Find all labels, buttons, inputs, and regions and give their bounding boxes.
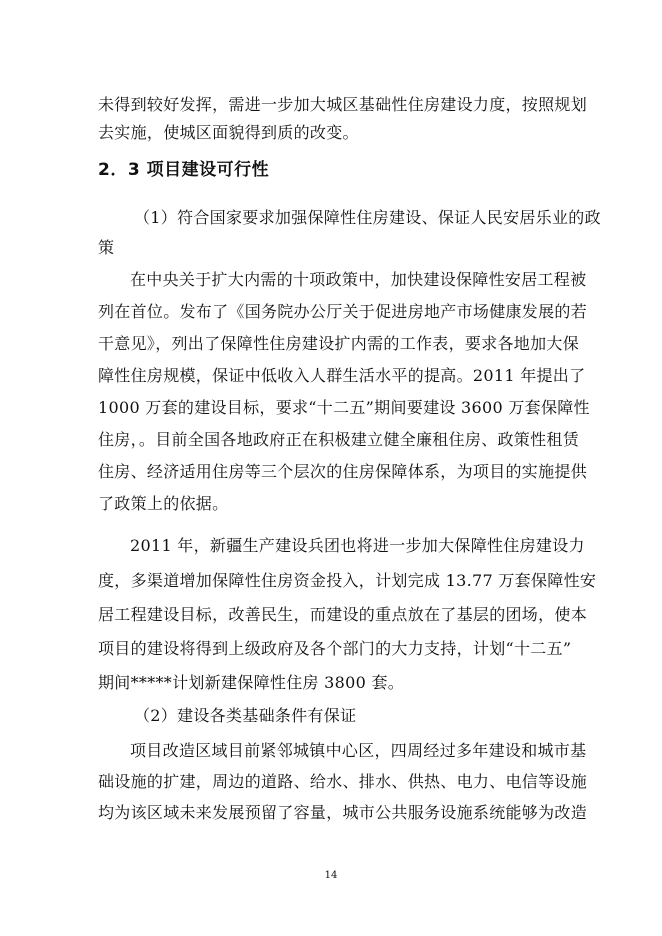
para-1-line-5: 1000 万套的建设目标，要求“十二五”期间要建设 3600 万套保障性 <box>98 398 590 417</box>
subsection-1-heading-line-2: 策 <box>98 238 115 257</box>
para-1-line-7: 住房、经济适用住房等三个层次的住房保障体系，为项目的实施提供 <box>98 462 588 481</box>
subsection-2-heading: （2）建设各类基础条件有保证 <box>134 706 357 725</box>
subsection-1-heading-line-1: （1）符合国家要求加强保障性住房建设、保证人民安居乐业的政 <box>134 208 601 227</box>
para-1-line-6: 住房，。目前全国各地政府正在积极建立健全廉租住房、政策性租赁 <box>98 430 580 449</box>
para-1-line-1: 在中央关于扩大内需的十项政策中，加快建设保障性安居工程被 <box>130 270 587 289</box>
para-2-line-3: 居工程建设目标，改善民生，而建设的重点放在了基层的团场，使本 <box>98 605 588 624</box>
intro-line-2: 去实施，使城区面貌得到质的改变。 <box>98 123 359 142</box>
para-3-line-2: 础设施的扩建，周边的道路、给水、排水、供热、电力、电信等设施 <box>98 772 588 791</box>
para-2-line-4: 项目的建设将得到上级政府及各个部门的大力支持，计划“十二五” <box>98 639 572 658</box>
para-2-line-2: 度，多渠道增加保障性住房资金投入，计划完成 13.77 万套保障性安 <box>98 571 597 590</box>
para-1-line-3: 干意见》，列出了保障性住房建设扩内需的工作表，要求各地加大保 <box>98 334 580 353</box>
section-heading: 2．3 项目建设可行性 <box>98 160 270 180</box>
para-1-line-4: 障性住房规模，保证中低收入人群生活水平的提高。2011 年提出了 <box>98 366 586 385</box>
page-number: 14 <box>324 870 338 881</box>
intro-line-1: 未得到较好发挥，需进一步加大城区基础性住房建设力度，按照规划 <box>98 95 588 114</box>
para-2-line-1: 2011 年，新疆生产建设兵团也将进一步加大保障性住房建设力 <box>130 536 585 555</box>
para-2-line-5: 期间*****计划新建保障性住房 3800 套。 <box>98 673 405 692</box>
para-3-line-1: 项目改造区域目前紧邻城镇中心区，四周经过多年建设和城市基 <box>130 741 587 760</box>
para-1-line-2: 列在首位。发布了《国务院办公厅关于促进房地产市场健康发展的若 <box>98 302 588 321</box>
para-3-line-3: 均为该区域未来发展预留了容量，城市公共服务设施系统能够为改造 <box>98 803 588 822</box>
para-1-line-8: 了政策上的依据。 <box>98 494 229 513</box>
